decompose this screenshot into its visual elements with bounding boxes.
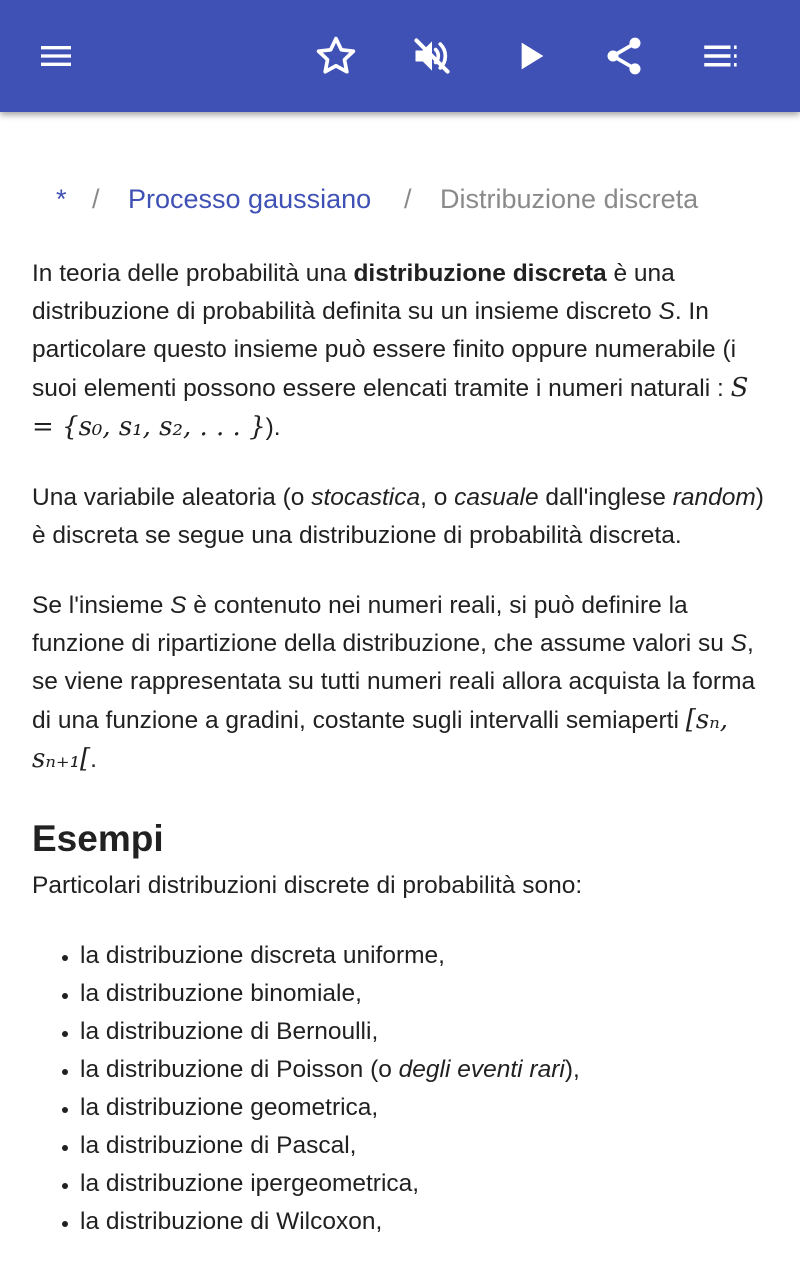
breadcrumb [0, 182, 800, 222]
text: Una variabile aleatoria (o [32, 484, 312, 511]
list-icon [699, 35, 741, 77]
term-italic: random [672, 484, 756, 511]
list-item [80, 1165, 777, 1203]
list-item [80, 1089, 777, 1127]
paragraph-cdf [32, 587, 777, 779]
list-item [80, 1203, 777, 1241]
list-item-text: la distribuzione discreta uniforme, [80, 942, 445, 969]
play-icon [510, 36, 550, 76]
app-toolbar [0, 0, 800, 112]
play-button[interactable] [502, 28, 558, 84]
toc-button[interactable] [692, 28, 748, 84]
text: è una distribuzione di probabilità definita su un insieme discreto [32, 260, 675, 325]
text: ) è discreta se segue una distribuzione di probabilità discreta. [32, 484, 764, 549]
paragraph-intro [32, 255, 777, 447]
term-italic: casuale [454, 484, 539, 511]
math-var: S [730, 630, 747, 657]
list-item [80, 1051, 777, 1089]
text: , o [420, 484, 455, 511]
text: . In particolare questo insieme può essere finito oppure numerabile (i suoi elementi possono essere elencati tramite i numeri naturali : [32, 298, 737, 402]
bookmark-button[interactable] [308, 28, 364, 84]
text: dall'inglese [538, 484, 673, 511]
paragraph-variable [32, 479, 777, 555]
star-outline-icon [314, 34, 358, 78]
list-item-text: la distribuzione di Pascal, [80, 1132, 357, 1159]
list-item-text: la distribuzione di Poisson (o [80, 1056, 399, 1083]
menu-button[interactable] [28, 28, 84, 84]
math-formula: S = {s₀, s₁, s₂, . . . } [32, 373, 749, 442]
share-icon [602, 34, 646, 78]
breadcrumb-separator: / [92, 184, 100, 214]
list-item [80, 1127, 777, 1165]
list-item [80, 975, 777, 1013]
list-item [80, 937, 777, 975]
volume-off-icon [410, 34, 454, 78]
text: Se l'insieme [32, 592, 171, 619]
breadcrumb-home[interactable]: * [56, 184, 67, 214]
term-italic: stocastica [311, 484, 421, 511]
breadcrumb-separator: / [404, 184, 412, 214]
mute-button[interactable] [404, 28, 460, 84]
list-item-text: la distribuzione binomiale, [80, 980, 362, 1007]
list-item-text: la distribuzione di Wilcoxon, [80, 1208, 383, 1235]
list-item [80, 1013, 777, 1051]
term-bold: distribuzione discreta [353, 260, 607, 287]
section-title: Esempi [32, 818, 164, 859]
examples-list [32, 937, 777, 1241]
breadcrumb-current: Distribuzione discreta [440, 184, 699, 214]
text: In teoria delle probabilità una [32, 260, 354, 287]
math-formula: [sₙ, sₙ₊₁[ [32, 705, 728, 774]
list-item-emphasis: degli eventi rari [398, 1056, 565, 1083]
list-item-text: la distribuzione geometrica, [80, 1094, 379, 1121]
text: è contenuto nei numeri reali, si può definire la funzione di ripartizione della distribuzione, che assume valori su [32, 592, 731, 657]
text: . [90, 746, 97, 773]
list-item-text: la distribuzione di Bernoulli, [80, 1018, 379, 1045]
breadcrumb-parent[interactable]: Processo gaussiano [128, 184, 372, 214]
math-var: S [170, 592, 187, 619]
math-var: S [658, 298, 675, 325]
article-body [32, 255, 777, 1241]
menu-icon [36, 36, 76, 76]
section-intro: Particolari distribuzioni discrete di probabilità sono: [32, 872, 583, 899]
text: , se viene rappresentata su tutti numeri reali allora acquista la forma di una funzione a gradini, costante sugli intervalli semiaperti [32, 630, 756, 734]
share-button[interactable] [596, 28, 652, 84]
list-item-text: la distribuzione ipergeometrica, [80, 1170, 420, 1197]
text: ). [265, 414, 281, 441]
list-item-text: ), [564, 1056, 580, 1083]
